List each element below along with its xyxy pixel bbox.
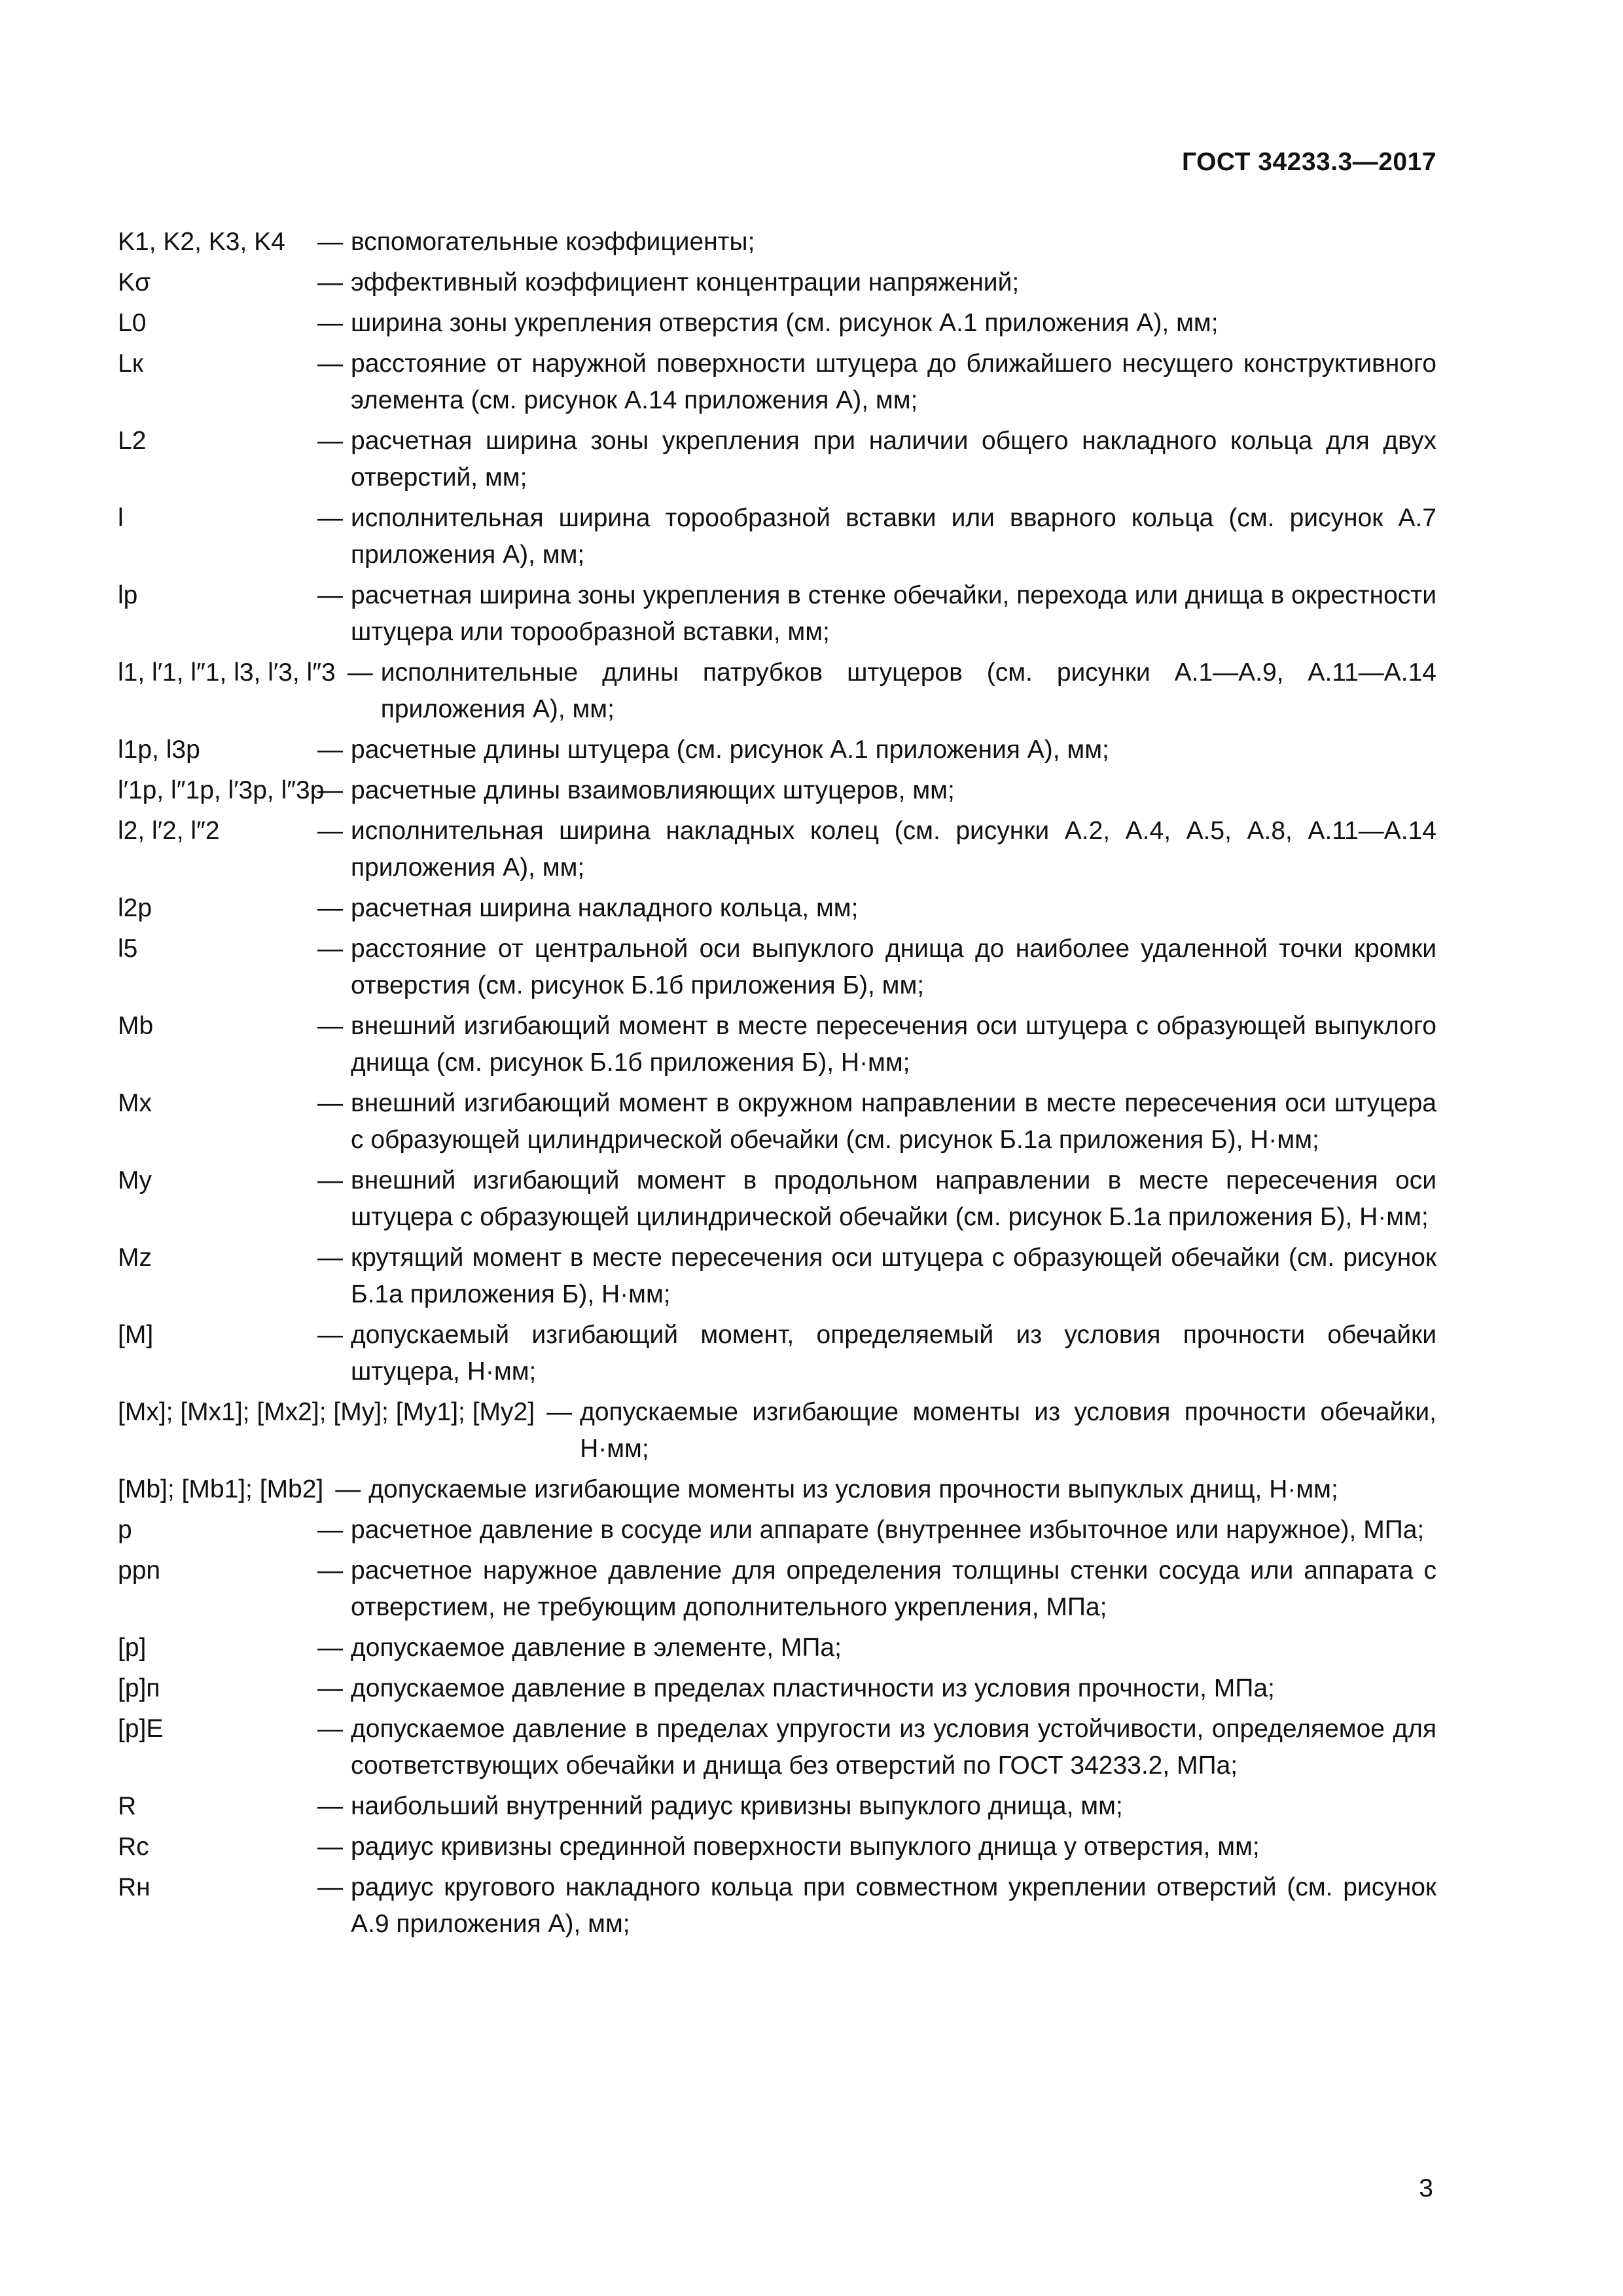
dash: — — [317, 350, 343, 378]
definition-text: внешний изгибающий момент в окружном направлении в месте пересечения оси штуцера с образующей цилиндрической обечайки (см. рисунок Б.1а приложения Б), Н·мм; — [351, 1089, 1436, 1154]
definition-row — [118, 813, 1436, 886]
definition-text: наибольший внутренний радиус кривизны выпуклого днища, мм; — [351, 1792, 1123, 1820]
symbol: l2, l′2, l″2 — [118, 817, 220, 845]
symbol: l — [118, 504, 124, 532]
symbol: Kσ — [118, 268, 151, 296]
dash: — — [317, 1674, 343, 1702]
definition-row — [118, 1829, 1436, 1865]
dash: — — [317, 1715, 343, 1743]
definition-row — [118, 224, 1436, 260]
dash: — — [317, 1012, 343, 1040]
symbol: K1, K2, K3, K4 — [118, 228, 285, 256]
definition-row — [118, 264, 1436, 301]
definition-text: допускаемое давление в элементе, МПа; — [351, 1634, 842, 1662]
symbol: L2 — [118, 427, 147, 455]
definition-row — [118, 732, 1436, 768]
definition-text: исполнительная ширина накладных колец (см. рисунки А.2, А.4, А.5, А.8, А.11—А.14 приложения А), мм; — [351, 817, 1436, 882]
definition-row — [118, 1869, 1436, 1943]
dash: — — [546, 1398, 573, 1426]
definition-text: крутящий момент в месте пересечения оси штуцера с образующей обечайки (см. рисунок Б.1а приложения Б), Н·мм; — [351, 1244, 1436, 1308]
definition-text: допускаемые изгибающие моменты из условия прочности выпуклых днищ, Н·мм; — [368, 1475, 1338, 1503]
dash: — — [317, 427, 343, 455]
dash: — — [335, 1475, 361, 1503]
symbol: L0 — [118, 309, 147, 337]
definition-row — [118, 1085, 1436, 1158]
definition-row — [118, 655, 1436, 728]
definition-row — [118, 500, 1436, 573]
definition-row — [118, 772, 1436, 809]
definition-text: внешний изгибающий момент в месте пересечения оси штуцера с образующей выпуклого днища (см. рисунок Б.1б приложения Б), Н·мм; — [351, 1012, 1436, 1077]
definition-text: расчетные длины взаимовлияющих штуцеров, мм; — [351, 776, 955, 804]
symbol: l5 — [118, 935, 138, 963]
dash: — — [317, 504, 343, 532]
page-number: 3 — [1419, 2174, 1433, 2202]
symbol: Lк — [118, 350, 143, 378]
dash: — — [317, 309, 343, 337]
definition-text: исполнительные длины патрубков штуцеров (см. рисунки А.1—А.9, А.11—А.14 приложения А), мм; — [380, 658, 1436, 723]
definition-text: допускаемое давление в пределах пластичности из условия прочности, МПа; — [351, 1674, 1275, 1702]
definition-text: расчетная ширина накладного кольца, мм; — [351, 894, 859, 922]
definition-text: ширина зоны укрепления отверстия (см. рисунок А.1 приложения А), мм; — [351, 309, 1219, 337]
definition-row — [118, 577, 1436, 651]
definition-row — [118, 1471, 1436, 1508]
dash: — — [317, 1556, 343, 1585]
definition-row — [118, 1394, 1436, 1467]
symbol-definitions-list — [118, 224, 1436, 1946]
dash: — — [317, 1321, 343, 1349]
dash: — — [317, 1516, 343, 1544]
dash: — — [317, 1244, 343, 1272]
definition-text: допускаемый изгибающий момент, определяемый из условия прочности обечайки штуцера, Н·мм; — [351, 1321, 1436, 1386]
definition-text: радиус кривизны срединной поверхности выпуклого днища у отверстия, мм; — [351, 1833, 1260, 1861]
dash: — — [317, 935, 343, 963]
definition-row — [118, 1008, 1436, 1081]
definition-row — [118, 1630, 1436, 1666]
dash: — — [317, 1792, 343, 1820]
dash: — — [317, 894, 343, 922]
symbol: [p] — [118, 1634, 147, 1662]
definition-text: исполнительная ширина торообразной вставки или вварного кольца (см. рисунок А.7 приложения А), мм; — [351, 504, 1436, 569]
dash: — — [317, 1089, 343, 1117]
symbol: [p]E — [118, 1715, 164, 1743]
definition-row — [118, 1317, 1436, 1390]
symbol: ppn — [118, 1556, 161, 1585]
symbol: R — [118, 1792, 137, 1820]
dash: — — [347, 658, 373, 687]
definition-text: расчетная ширина зоны укрепления в стенке обечайки, перехода или днища в окрестности штуцера или торообразной вставки, мм; — [351, 581, 1436, 646]
symbol: l1р, l3р — [118, 736, 200, 764]
definition-row — [118, 1670, 1436, 1707]
definition-row — [118, 1162, 1436, 1236]
dash: — — [317, 1833, 343, 1861]
document-id-header: ГОСТ 34233.3—2017 — [1181, 148, 1436, 176]
definition-text: расстояние от центральной оси выпуклого днища до наиболее удаленной точки кромки отверстия (см. рисунок Б.1б приложения Б), мм; — [351, 935, 1436, 999]
dash: — — [317, 581, 343, 609]
dash: — — [317, 1634, 343, 1662]
definition-row — [118, 1240, 1436, 1313]
definition-text: расчетное давление в сосуде или аппарате (внутреннее избыточное или наружное), МПа; — [351, 1516, 1425, 1544]
symbol: Rс — [118, 1833, 149, 1861]
definition-text: эффективный коэффициент концентрации напряжений; — [351, 268, 1020, 296]
symbol: Mb — [118, 1012, 154, 1040]
definition-text: расчетные длины штуцера (см. рисунок А.1 приложения А), мм; — [351, 736, 1109, 764]
symbol: Rн — [118, 1873, 151, 1901]
definition-text: расчетное наружное давление для определения толщины стенки сосуда или аппарата с отверстием, не требующим дополнительного укрепления, МПа; — [351, 1556, 1436, 1621]
symbol: Mz — [118, 1244, 152, 1272]
dash: — — [317, 817, 343, 845]
symbol: p — [118, 1516, 132, 1544]
definition-text: внешний изгибающий момент в продольном направлении в месте пересечения оси штуцера с образующей цилиндрической обечайки (см. рисунок Б.1а приложения Б), Н·мм; — [351, 1166, 1436, 1231]
definition-row — [118, 1512, 1436, 1549]
dash: — — [317, 1166, 343, 1194]
dash: — — [317, 1873, 343, 1901]
definition-row — [118, 346, 1436, 419]
definition-row — [118, 1552, 1436, 1626]
definition-row — [118, 1711, 1436, 1784]
symbol: Mx — [118, 1089, 152, 1117]
definition-row — [118, 931, 1436, 1004]
definition-text: допускаемые изгибающие моменты из условия прочности обечайки, Н·мм; — [580, 1398, 1436, 1463]
symbol: l2р — [118, 894, 152, 922]
symbol: l1, l′1, l″1, l3, l′3, l″3 — [118, 658, 336, 687]
dash: — — [317, 776, 343, 804]
symbol: [M] — [118, 1321, 154, 1349]
definition-text: допускаемое давление в пределах упругости из условия устойчивости, определяемое для соответствующих обечайки и днища без отверстий по ГОСТ 34233.2, МПа; — [351, 1715, 1436, 1780]
symbol: [Mb]; [Mb1]; [Mb2] — [118, 1475, 324, 1503]
symbol: [Mx]; [Mx1]; [Mx2]; [My]; [My1]; [My2] — [118, 1398, 535, 1426]
symbol: lр — [118, 581, 138, 609]
dash: — — [317, 228, 343, 256]
definition-row — [118, 423, 1436, 496]
definition-row — [118, 1788, 1436, 1825]
definition-text: вспомогательные коэффициенты; — [351, 228, 755, 256]
dash: — — [317, 736, 343, 764]
definition-row — [118, 890, 1436, 927]
definition-row — [118, 305, 1436, 342]
dash: — — [317, 268, 343, 296]
definition-text: радиус кругового накладного кольца при совместном укреплении отверстий (см. рисунок А.9 приложения А), мм; — [351, 1873, 1436, 1938]
symbol: l′1р, l″1р, l′3р, l″3р — [118, 776, 325, 804]
symbol: [p]п — [118, 1674, 160, 1702]
definition-text: расстояние от наружной поверхности штуцера до ближайшего несущего конструктивного элемента (см. рисунок А.14 приложения А), мм; — [351, 350, 1436, 414]
definition-text: расчетная ширина зоны укрепления при наличии общего накладного кольца для двух отверстий, мм; — [351, 427, 1436, 492]
symbol: My — [118, 1166, 152, 1194]
